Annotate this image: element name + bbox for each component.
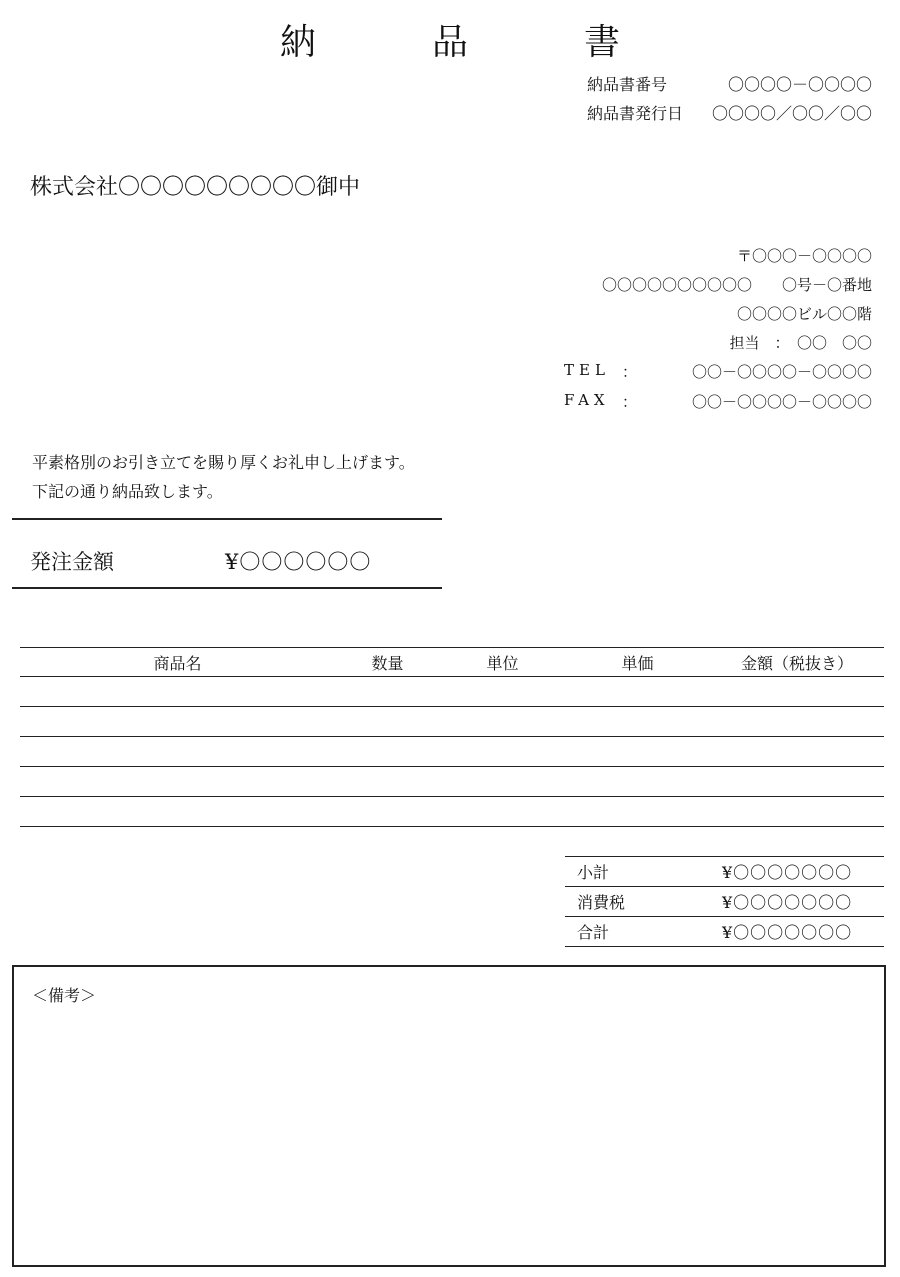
table-cell[interactable] <box>20 767 335 797</box>
tax-row <box>565 887 884 917</box>
table-cell[interactable] <box>20 797 335 827</box>
table-cell[interactable] <box>440 767 565 797</box>
table-cell[interactable] <box>440 707 565 737</box>
order-amount-value: ¥〇〇〇〇〇〇 <box>225 550 372 574</box>
totals-table <box>565 856 884 947</box>
tel-label: TEL <box>564 361 610 379</box>
subtotal-label: 小計 <box>565 857 722 887</box>
table-cell[interactable] <box>710 677 884 707</box>
table-cell[interactable] <box>710 737 884 767</box>
header-amount: 金額（税抜き） <box>710 648 884 677</box>
fax-row <box>564 391 872 412</box>
order-bottom-rule <box>12 587 442 589</box>
remarks-label: ＜備考＞ <box>32 986 97 1005</box>
table-row <box>20 767 884 797</box>
table-cell[interactable] <box>335 707 440 737</box>
invoice-number-row <box>587 72 872 95</box>
table-cell[interactable] <box>710 767 884 797</box>
issue-date-value: 〇〇〇〇／〇〇／〇〇 <box>711 104 872 123</box>
table-cell[interactable] <box>565 797 710 827</box>
total-label: 合計 <box>565 917 722 947</box>
tel-value: 〇〇－〇〇〇〇－〇〇〇〇 <box>691 363 872 381</box>
tel-colon: ： <box>622 363 638 381</box>
tax-label: 消費税 <box>565 887 722 917</box>
greeting-line-2: 下記の通り納品致します。 <box>32 482 223 501</box>
table-cell[interactable] <box>335 677 440 707</box>
table-cell[interactable] <box>20 677 335 707</box>
table-cell[interactable] <box>20 707 335 737</box>
table-cell[interactable] <box>335 797 440 827</box>
total-value: ¥〇〇〇〇〇〇〇 <box>722 917 884 947</box>
tax-value: ¥〇〇〇〇〇〇〇 <box>722 887 884 917</box>
order-top-rule <box>12 518 442 520</box>
header-unit: 単位 <box>440 648 565 677</box>
order-amount-label: 発注金額 <box>30 550 114 574</box>
header-unit-price: 単価 <box>565 648 710 677</box>
client-name: 株式会社〇〇〇〇〇〇〇〇〇御中 <box>30 175 361 200</box>
document-title: 納 品 書 <box>279 22 660 63</box>
table-cell[interactable] <box>565 767 710 797</box>
greeting-line-1: 平素格別のお引き立てを賜り厚くお礼申し上げます。 <box>32 453 415 472</box>
sender-postal-code: 〒〇〇〇－〇〇〇〇 <box>736 247 872 265</box>
invoice-number-label: 納品書番号 <box>587 75 668 94</box>
subtotal-value: ¥〇〇〇〇〇〇〇 <box>722 857 884 887</box>
header-quantity: 数量 <box>335 648 440 677</box>
table-cell[interactable] <box>565 677 710 707</box>
table-row <box>20 737 884 767</box>
fax-colon: ： <box>622 393 638 411</box>
issue-date-label: 納品書発行日 <box>587 104 684 123</box>
table-cell[interactable] <box>565 707 710 737</box>
table-row <box>20 707 884 737</box>
items-header-row <box>20 648 884 677</box>
sender-address-1: 〇〇〇〇〇〇〇〇〇〇 〇号－〇番地 <box>601 276 872 294</box>
table-cell[interactable] <box>335 767 440 797</box>
table-cell[interactable] <box>335 737 440 767</box>
invoice-number-value: 〇〇〇〇－〇〇〇〇 <box>727 75 872 94</box>
header-product-name: 商品名 <box>20 648 335 677</box>
table-row <box>20 677 884 707</box>
tel-row <box>564 361 872 382</box>
subtotal-row <box>565 857 884 887</box>
items-table <box>20 647 884 827</box>
issue-date-row <box>587 101 872 124</box>
table-cell[interactable] <box>440 737 565 767</box>
table-cell[interactable] <box>710 707 884 737</box>
table-cell[interactable] <box>710 797 884 827</box>
total-row <box>565 917 884 947</box>
table-cell[interactable] <box>440 677 565 707</box>
fax-value: 〇〇－〇〇〇〇－〇〇〇〇 <box>691 393 872 411</box>
table-row <box>20 797 884 827</box>
table-cell[interactable] <box>440 797 565 827</box>
sender-person: 担当 ： 〇〇 〇〇 <box>729 334 872 352</box>
table-cell[interactable] <box>565 737 710 767</box>
table-cell[interactable] <box>20 737 335 767</box>
remarks-box[interactable] <box>12 965 886 1267</box>
fax-label: FAX <box>564 391 610 409</box>
sender-address-2: 〇〇〇〇ビル〇〇階 <box>736 305 872 323</box>
